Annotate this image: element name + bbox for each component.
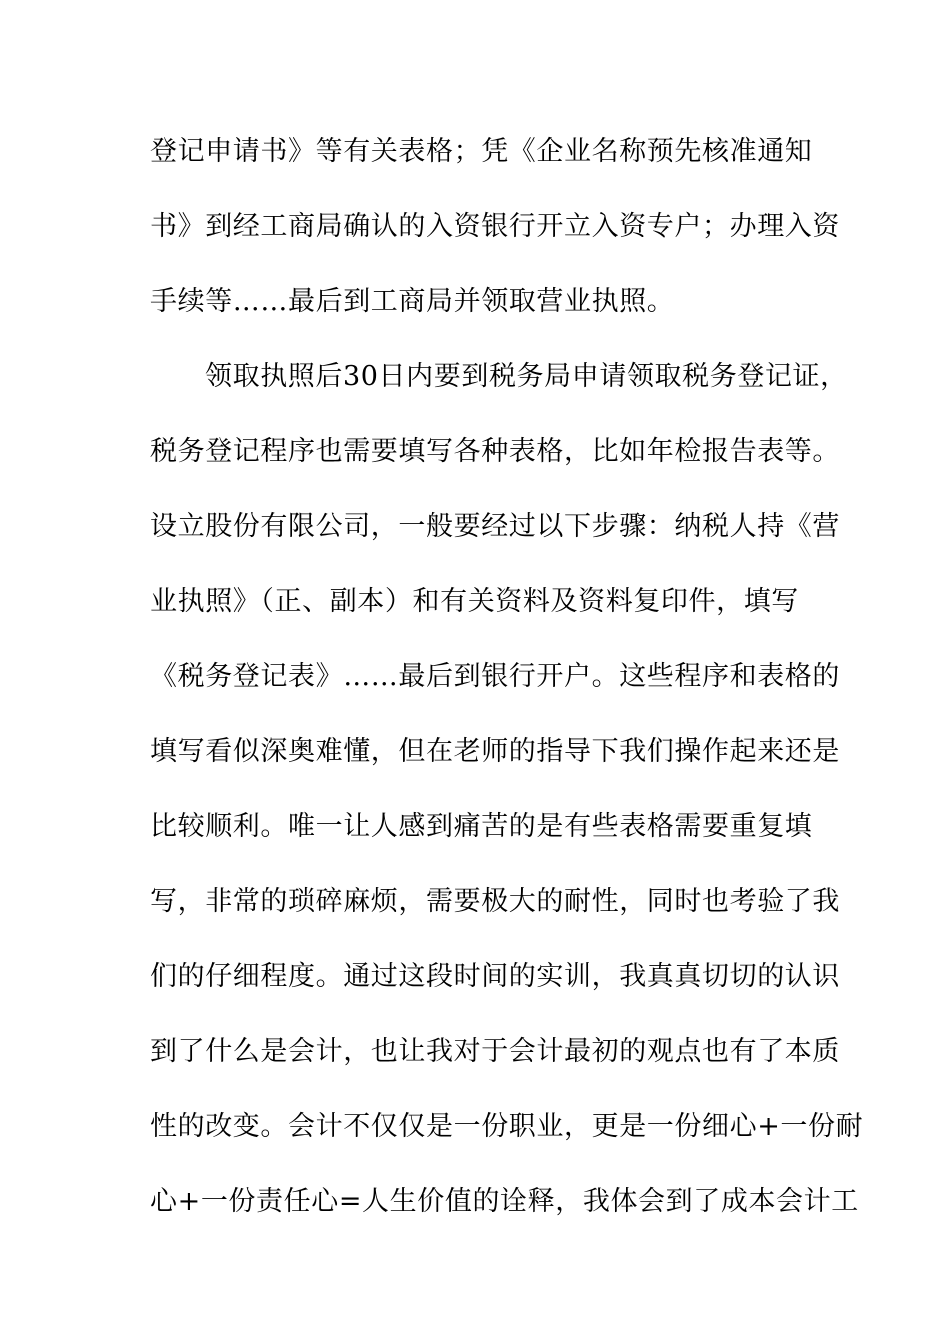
text-line: 写，非常的琐碎麻烦，需要极大的耐性，同时也考验了我 bbox=[150, 886, 840, 917]
text-line: 书》到经工商局确认的入资银行开立入资专户；办理入资 bbox=[150, 211, 840, 242]
text-line: 税务登记程序也需要填写各种表格，比如年检报告表等。 bbox=[150, 436, 840, 467]
text-line: 设立股份有限公司，一般要经过以下步骤：纳税人持《营 bbox=[150, 511, 840, 542]
text-line: 登记申请书》等有关表格；凭《企业名称预先核准通知 bbox=[150, 136, 813, 167]
text-line: 心+一份责任心=人生价值的诠释，我体会到了成本会计工 bbox=[150, 1186, 859, 1217]
text-line: 们的仔细程度。通过这段时间的实训，我真真切切的认识 bbox=[150, 961, 840, 992]
paragraph-first-line: 领取执照后30日内要到税务局申请领取税务登记证， bbox=[205, 361, 848, 392]
text-line: 到了什么是会计，也让我对于会计最初的观点也有了本质 bbox=[150, 1036, 840, 1067]
text-line: 填写看似深奥难懂，但在老师的指导下我们操作起来还是 bbox=[150, 736, 840, 767]
text-line: 业执照》（正、副本）和有关资料及资料复印件，填写 bbox=[150, 586, 799, 617]
text-line: 性的改变。会计不仅仅是一份职业，更是一份细心+一份耐 bbox=[150, 1111, 864, 1142]
text-line: 《税务登记表》……最后到银行开户。这些程序和表格的 bbox=[150, 661, 840, 692]
text-line: 比较顺利。唯一让人感到痛苦的是有些表格需要重复填 bbox=[150, 811, 813, 842]
text-line: 手续等……最后到工商局并领取营业执照。 bbox=[150, 286, 675, 317]
